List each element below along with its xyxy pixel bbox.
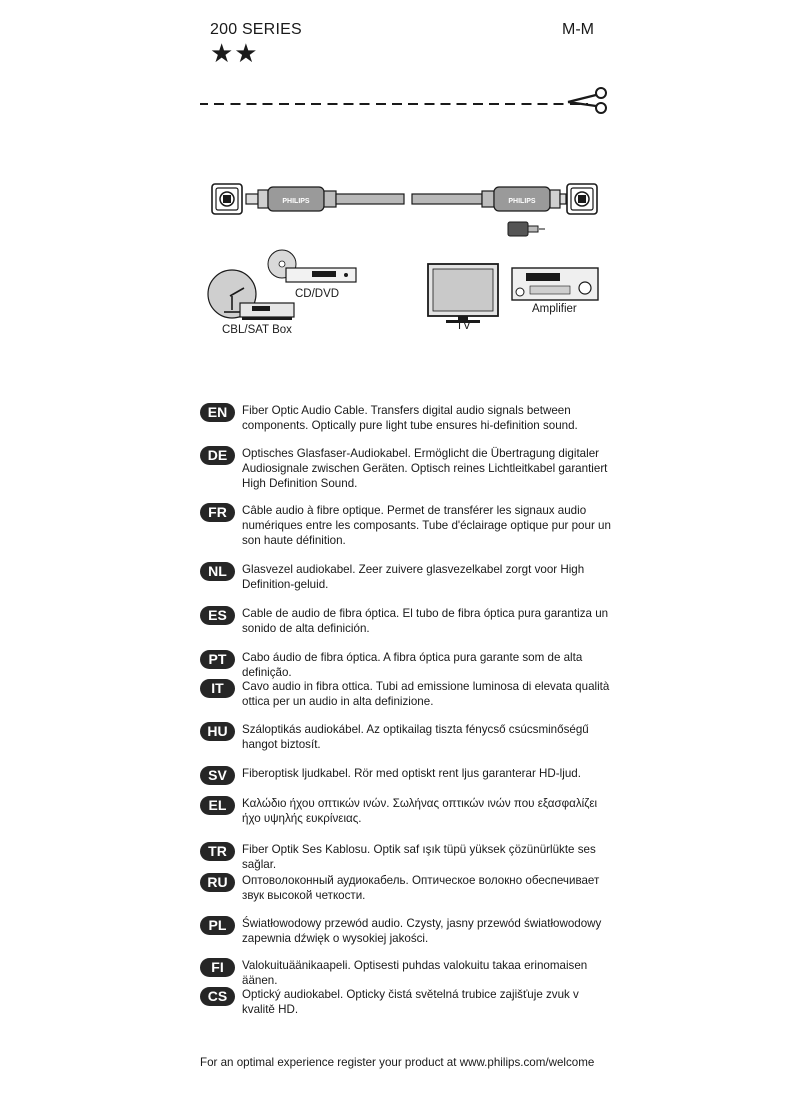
series-title: 200 SERIES [210,21,302,38]
language-badge: FR [200,503,235,522]
language-badge: DE [200,446,235,465]
description-text: Cable de audio de fibra óptica. El tubo de fibra óptica pura garantiza un sonido de alta definición. [242,607,609,635]
language-badge: HU [200,722,235,741]
rating-stars: ★★ [210,38,259,68]
model-code: M-M [562,21,594,38]
cable-segment-left [336,194,404,204]
description-text: Fiber Optik Ses Kablosu. Optik saf ışık tüpü yüksek çözünürlükte ses sağlar. [242,843,596,871]
toslink-connector-left [246,187,336,211]
brand-label: PHILIPS [282,198,310,205]
language-badge: SV [200,766,235,785]
language-badge: FI [200,958,235,977]
footer-register-text: For an optimal experience register your product at www.philips.com/welcome [200,1056,595,1069]
cd-dvd-label: CD/DVD [295,288,340,300]
language-badge: ES [200,606,235,625]
language-badge: EL [200,796,235,815]
language-badge: CS [200,987,235,1006]
description-text: Światłowodowy przewód audio. Czysty, jasny przewód światłowodowy zapewnia dźwięk o wysokiej jakości. [242,917,602,945]
description-text: Optisches Glasfaser-Audiokabel. Ermöglicht die Übertragung digitaler Audiosignale zwischen Geräten. Optisch reines Lichtleitkabel garantiert High Definition Sound. [242,447,608,490]
cbl-sat-label: CBL/SAT Box [222,324,292,336]
description-text: Cavo audio in fibra ottica. Tubi ad emissione luminosa di elevata qualità ottica per un audio in alta definizione. [242,680,610,708]
description-text: Cabo áudio de fibra óptica. A fibra óptica pura garante som de alta definição. [242,651,583,679]
description-text: Glasvezel audiokabel. Zeer zuivere glasvezelkabel zorgt voor High Definition-geluid. [242,563,585,591]
amplifier-label: Amplifier [532,303,577,315]
connection-diagram [200,170,610,345]
description-text: Fiberoptisk ljudkabel. Rör med optiskt rent ljus garanterar HD-ljud. [242,767,581,780]
language-badge: NL [200,562,235,581]
language-badge: RU [200,873,235,892]
brand-label-right: PHILIPS [508,198,536,205]
tv-label: TV [456,320,471,332]
language-badge: PL [200,916,235,935]
description-text: Fiber Optic Audio Cable. Transfers digital audio signals between components. Optically pure light tube ensures hi-definition sound. [242,404,578,432]
description-text: Câble audio à fibre optique. Permet de transférer les signaux audio numériques entre les composants. Tube d'éclairage optique pur pour un son haute définition. [242,504,611,547]
cable-segment-right [412,194,482,204]
optical-port-icon-right [567,184,597,214]
language-badge: IT [200,679,235,698]
language-badge: EN [200,403,235,422]
mini-adapter-icon [508,222,545,236]
scissors-icon [566,84,610,118]
description-text: Optický audiokabel. Opticky čistá světelná trubice zajišťuje zvuk v kvalitě HD. [242,988,579,1016]
language-badge: TR [200,842,235,861]
tv-icon [428,264,498,323]
description-text: Száloptikás audiokábel. Az optikailag tiszta fénycső csúcsminőségű hangot biztosít. [242,723,589,751]
language-badge: PT [200,650,235,669]
description-text: Valokuituäänikaapeli. Optisesti puhdas valokuitu takaa erinomaisen äänen. [242,959,588,987]
cut-line [200,103,588,105]
description-text: Оптоволоконный аудиокабель. Оптическое волокно обеспечивает звук высокой четкости. [242,874,600,902]
cd-dvd-player-icon [268,250,356,282]
description-text: Καλώδιο ήχου οπτικών ινών. Σωλήνας οπτικών ινών που εξασφαλίζει ήχο υψηλής ευκρίνειας. [242,797,598,825]
amplifier-icon [512,268,598,300]
toslink-connector-right [482,187,566,211]
optical-port-icon [212,184,242,214]
